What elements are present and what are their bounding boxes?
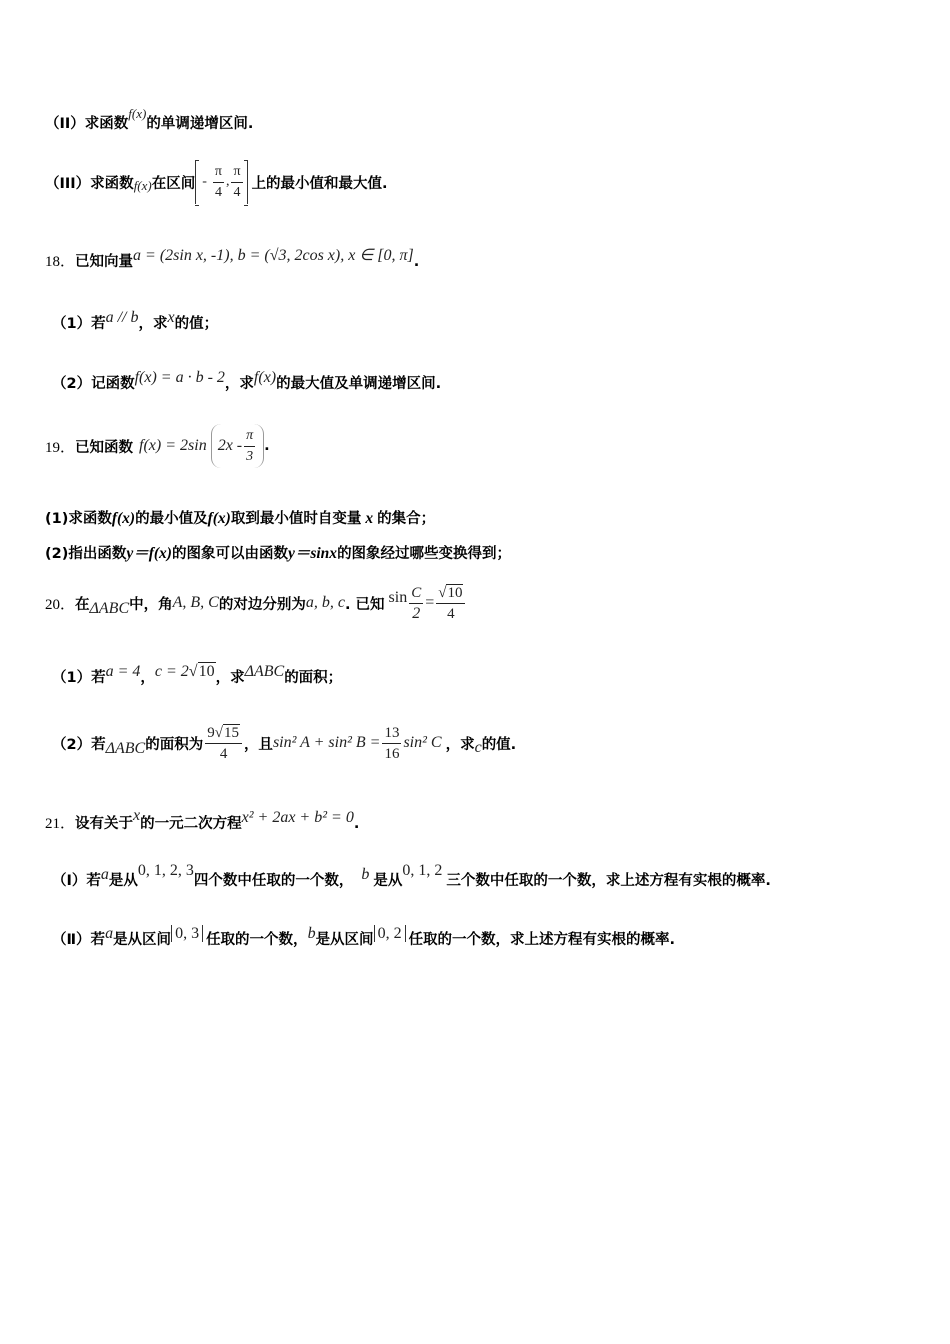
question-18: 18．已知向量a = (2sin x, -1), b = (√3, 2cos x), x ∈ [0, π]. (45, 247, 420, 270)
question-19: 19． 已知函数 f(x) = 2sin 2x - $\frac{\pi}{3}$ . (45, 424, 270, 468)
interval-bracket: - $\frac{\pi}{4}$ , $\frac{\pi}{4}$ (195, 160, 247, 204)
question-18-part-2: （2）记函数f(x) = a · b - 2，求f(x)的最大值及单调递增区间. (52, 369, 442, 392)
question-21-part-II: （Ⅱ）若a是从区间 0, 3 任取的一个数，b是从区间 0, 2 任取的一个数，求上述方程有实根的概率. (52, 925, 676, 948)
question-18-part-1: （1）若a // b，求x的值； (52, 309, 219, 332)
question-20: 20． 在 ΔABC 中，角 A, B, C 的对边分别为 a, b, c . 已知 sin $\frac{C}{2}$ = $\frac{√10}{4}$ (45, 578, 467, 628)
question-21: 21．设有关于x的一元二次方程x² + 2ax + b² = 0. (45, 807, 360, 832)
formula-fx: f(x) (128, 106, 147, 121)
question-21-part-I: （Ⅰ）若a是从0, 1, 2, 3四个数中任取的一个数， b 是从0, 1, 2三个数中任取的一个数，求上述方程有实根的概率. (52, 862, 771, 889)
paren: 2x - $\frac{\pi}{3}$ (211, 424, 264, 468)
formula-f: f(x) = 2sin (139, 437, 207, 454)
question-19-part-1: (1)求函数f(x)的最小值及f(x)取到最小值时自变量 x 的集合； (45, 510, 436, 527)
question-20-part-1: （1）若a = 4，c = 2√10，求ΔABC的面积； (52, 663, 343, 686)
formula-fx: f(x) (133, 178, 152, 193)
question-20-part-2: （2）若 ΔABC 的面积为 $\frac{9√15}{4}$ ，且 sin² A + sin² B = $\frac{13}{16}$ sin² C ，求 c 的值. (52, 724, 517, 762)
formula-dot-product: f(x) = a · b - 2 (134, 369, 225, 386)
part-III: （III）求函数 f(x) 在区间 - $\frac{\pi}{4}$ , $\frac{\pi}{4}$ 上的最小值和最大值. (45, 160, 388, 204)
part-II: （II）求函数f(x)的单调递增区间. (45, 106, 254, 132)
question-19-part-2: (2)指出函数y＝f(x)的图象可以由函数y＝sinx的图象经过哪些变换得到； (45, 545, 512, 562)
formula-parallel: a // b (105, 309, 139, 326)
formula-vectors: a = (2sin x, -1), b = (√3, 2cos x), x ∈ [0, π] (133, 247, 414, 264)
formula-quadratic: x² + 2ax + b² = 0 (241, 809, 354, 826)
